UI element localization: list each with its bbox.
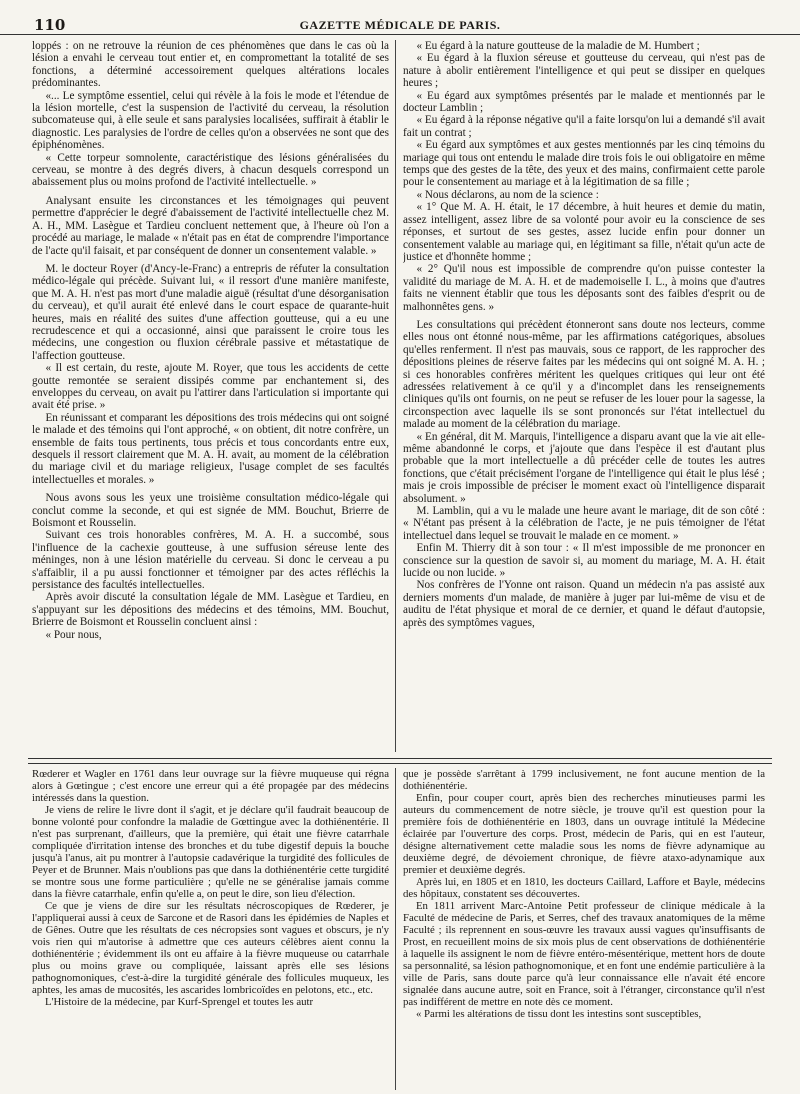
- paragraph: Enfin M. Thierry dit à son tour : « Il m'est impossible de me prononcer en conscience sur la question de savoir si, au moment du mariage, M. A. H. était lucide ou non lucide. »: [403, 542, 765, 580]
- paragraph: loppés : on ne retrouve la réunion de ces phénomènes que dans le cas où la lésion a envahi le cerveau tout entier et, en compromettant la totalité de ses fonctions, a déterminé accessoirement quelques altérations locales prédominantes.: [32, 40, 389, 90]
- paragraph: « Parmi les altérations de tissu dont les intestins sont susceptibles,: [415, 1008, 702, 1020]
- paragraph: M. Lamblin, qui a vu le malade une heure avant le mariage, dit de son côté : « N'étant pas présent à la célébration de l'acte, je ne puis témoigner de l'état intellectuel dans lequel se trouvait le malade en ce moment. »: [403, 505, 765, 542]
- paragraph: Rœderer et Wagler en 1761 dans leur ouvrage sur la fièvre muqueuse qui régna alors à Gœtingue ; c'est encore une erreur qui a été propagée par des médecins intéressés dans la question.: [32, 768, 389, 804]
- paragraph: « 1° Que M. A. H. était, le 17 décembre, à huit heures et demie du matin, assez intelligent, assez libre de sa volonté pour avoir eu la conscience de ses réponses, et surtout de ses gestes, assez lucide enfin pour donner un consentement valable au mariage qui, en légitimant sa fille, n'était qu'un acte de justice et d'honnête homme ;: [403, 201, 765, 263]
- paragraph: « Eu égard aux symptômes et aux gestes mentionnés par les cinq témoins du mariage qui tous ont entendu le malade dire trois fois le oui obligatoire en même temps que des gestes de la tête, des yeux et des mains, confirmaient cette parole pour le consentement au mariage et à la légitimation de sa fille ;: [403, 139, 765, 189]
- paragraph: Suivant ces trois honorables confrères, M. A. H. a succombé, sous l'influence de la cachexie goutteuse, à une suffusion séreuse lente des méninges, non à une lésion matérielle du cerveau. Si donc le cerveau a pu s'affaiblir, il a pu aussi fonctionner et témoigner par des actes réfléchis la persistance des facultés intellectuelles.: [32, 529, 389, 592]
- paragraph: «... Le symptôme essentiel, celui qui révèle à la fois le mode et l'étendue de la lésion mortelle, c'est la suspension de l'activité du cerveau, la résolution subcomateuse qui, à elle seule et sans paralysies localisées, suffirait à établir le diagnostic. Les paralysies de l'ordre de celles qu'on a observées ne sont que des épiphénomènes.: [32, 89, 389, 152]
- horizontal-rule: [28, 758, 772, 764]
- paragraph: En 1811 arrivent Marc-Antoine Petit professeur de clinique médicale à la Faculté de médecine de Paris, et Serres, chef des travaux anatomiques de la même Faculté ; ils reprennent en sous-œuvre les travaux aussi vagues qu'insuffisants de Prost, en recueillent moins de six mois plus de cent observations de dothiénentérie à laquelle ils assignent le nom de fièvre entéro-mésentérique, mettent hors de doute sa personnalité, sa lésion pathognomonique, et en font une endémie particulière à la ville de Paris, sans doute parce qu'à leur connaissance elle n'avait été encore signalée dans aucune autre, soit en France, soit à l'étranger, circonstance qu'il n'est pas indifférent de mettre en note dès ce moment.: [403, 900, 765, 1008]
- paragraph: Je viens de relire le livre dont il s'agit, et je déclare qu'il faudrait beaucoup de bonne volonté pour confondre la maladie de Gœttingue avec la dothiénentérie. Il n'est pas surprenant, d'ailleurs, que la première, qui était une fièvre catarrhale compliquée d'irritation intense des bronches et du tube digestif depuis la bouche jusqu'à l'anus, ait pu montrer à l'autopsie cadavérique la turgidité des follicules de Peyer et de Brunner. Mais n'oublions pas que dans la dothiénentérie cette turgidité se montre sous une forme particulière ; qu'elle ne se généralise jamais comme dans la fièvre catarrhale, enfin qu'elle a, on peut le dire, son lieu d'élection.: [32, 804, 389, 900]
- paragraph: que je possède s'arrêtant à 1799 inclusivement, ne font aucune mention de la dothiénentérie.: [403, 768, 765, 792]
- paragraph: Après lui, en 1805 et en 1810, les docteurs Caillard, Laffore et Bayle, médecins des hôpitaux, constatent ses découvertes.: [403, 876, 765, 900]
- paragraph: Les consultations qui précèdent étonneront sans doute nos lecteurs, comme elles nous ont étonné nous-même, par les affirmations catégoriques, absolues qu'elles renferment. Il n'est pas mauvais, sous ce rapport, de les rapprocher des dépositions pleines de réserve faites par les médecins qui ont soigné M. A. H. ; si ces honorables confrères méritent les quelques critiques qui leur ont été adressées relativement à ce qu'il y a d'incomplet dans les renseignements cliniques qu'ils ont fournis, on ne peut se refuser de les louer pour la sagesse, la circonspection avec laquelle ils se sont prononcés sur l'état intellectuel du malade au moment de la célébration du mariage.: [403, 318, 765, 431]
- lower-right-column: [403, 768, 765, 1088]
- paragraph: « Eu égard à la fluxion séreuse et goutteuse du cerveau, qui n'est pas de nature à abolir entièrement l'intelligence et qui peut se dissiper en quelques heures ;: [403, 52, 765, 90]
- paragraph: « Pour nous,: [45, 628, 102, 641]
- paragraph: « 2° Qu'il nous est impossible de comprendre qu'on puisse contester la validité du mariage de M. A. H. et de mademoiselle I. L., à moins que d'autres faits ne viennent établir que tous les déposants sont des faibles d'esprit ou de malhonnêtes gens. »: [403, 263, 765, 313]
- lower-left-column: [32, 768, 389, 1088]
- paragraph: « Il est certain, du reste, ajoute M. Royer, que tous les accidents de cette goutte remontée se seraient dissipés comme par enchantement si, des enveloppes du cerveau, on avait pu l'attirer dans l'articulation si importante qui avait été prise. »: [32, 362, 389, 412]
- upper-left-column: [32, 40, 389, 756]
- column-divider: [395, 768, 396, 1090]
- paragraph: « Nous déclarons, au nom de la science :: [416, 188, 599, 201]
- paragraph: L'Histoire de la médecine, par Kurf-Sprengel et toutes les autr: [44, 996, 314, 1008]
- paragraph: M. le docteur Royer (d'Ancy-le-Franc) a entrepris de réfuter la consultation médico-légale qui précède. Suivant lui, « il ressort d'une manière manifeste, que M. A. H. n'est pas mort d'une maladie aiguë (résultat d'une désorganisation du cerveau), et qu'il aurait été enlevé dans le court espace de quarante-huit heures, mais en réalité des suites d'une affection goutteuse, qui a eu une recrudescence et qui a occasionné, ainsi que paraissent le croire tous les médecins, une congestion ou fluxion cérébrale passive et métastatique de l'affection goutteuse.: [32, 262, 389, 362]
- paragraph: Analysant ensuite les circonstances et les témoignages qui peuvent permettre d'apprécier le degré d'abaissement de l'activité intellectuelle chez M. A. H., MM. Lasègue et Tardieu concluent nettement que, à l'heure où l'on a procédé au mariage, le malade « n'était pas en état de comprendre l'importance de l'acte qu'il faisait, et par conséquent de donner un consentement valable. »: [32, 194, 389, 257]
- running-title: GAZETTE MÉDICALE DE PARIS.: [299, 18, 501, 32]
- paragraph: En réunissant et comparant les dépositions des trois médecins qui ont soigné le malade et des témoins qui l'ont approché, « on obtient, dit notre confrère, un ensemble de faits tous pertinents, tous précis et tous concordants entre eux, desquels il ressort clairement que M. A. H. avait, au moment de la célébration du mariage civil et du mariage religieux, l'usage complet de ses facultés intellectuelles et morales. »: [32, 411, 389, 486]
- paragraph: Ce que je viens de dire sur les résultats nécroscopiques de Rœderer, je l'appliquerai aussi à ceux de Sarcone et de Rasori dans les épidémies de Naples et de Gênes. Outre que les résultats de ces nécropsies sont vagues et obscurs, je n'y vois rien qui m'autorise à admettre que ces auteurs célèbres aient connu la dothiénentérie ; évidemment ils ont eu affaire à la fièvre muqueuse ou catarrhale plus ou moins grave ou compliquée, laissant après elle ses lésions pathognomoniques, c'est-à-dire la turgidité générale des follicules muqueux, les aphtes, les amas de mucosités, les ascarides lombricoïdes en pelotons, etc., etc.: [32, 900, 389, 996]
- paragraph: Après avoir discuté la consultation légale de MM. Lasègue et Tardieu, en s'appuyant sur les dépositions des médecins et des témoins, MM. Bouchut, Brierre de Boismont et Rousselin concluent ainsi :: [32, 591, 389, 629]
- page-header: [0, 0, 800, 35]
- paragraph: « Eu égard aux symptômes présentés par le malade et mentionnés par le docteur Lamblin ;: [403, 89, 765, 115]
- upper-right-column: [403, 40, 765, 756]
- paragraph: Nos confrères de l'Yonne ont raison. Quand un médecin n'a pas assisté aux derniers moments d'un malade, de manière à juger par lui-même de visu et de auditu de l'état physique et moral de ce dernier, et quand le défaut d'autopsie, après des symptômes vagues,: [403, 579, 765, 629]
- column-divider: [395, 40, 396, 752]
- paragraph: « En général, dit M. Marquis, l'intelligence a disparu avant que la vie ait elle-même abandonné le corps, et j'ajoute que dans l'espèce il est d'autant plus probable que la mort intellectuelle a dû précéder celle de toutes les autres fonctions, que c'était précisément l'organe de l'intelligence qui était le plus lésé ; mais je crois impossible de préciser le moment exact où l'intelligence disparait absolument. »: [403, 430, 765, 505]
- paragraph: « Cette torpeur somnolente, caractéristique des lésions généralisées du cerveau, se montre à des degrés divers, à chacun desquels correspond un abaissement plus ou moins profond de l'activité intellectuelle. »: [32, 151, 389, 189]
- paragraph: « Eu égard à la réponse négative qu'il a faite lorsqu'on lui a demandé s'il avait fait un contrat ;: [403, 114, 765, 139]
- paragraph: Enfin, pour couper court, après bien des recherches minutieuses parmi les auteurs du commencement de notre siècle, je trouve qu'il est question pour la première fois de dothiénentérie en 1803, dans un ouvrage intitulé la Médecine éclairée par l'ouverture des corps. Prost, médecin de Paris, qui en est l'auteur, désigne alternativement cette maladie sous les noms de fièvre adynamique au deuxième degré, de dévoiement chronique, de fièvre ataxo-adynamique aux premier et deuxième degrés.: [403, 792, 765, 876]
- paragraph: Nous avons sous les yeux une troisième consultation médico-légale qui conclut comme la seconde, et qui est signée de MM. Bouchut, Brierre de Boismont et Rousselin.: [32, 492, 389, 530]
- page-number: 110: [34, 16, 66, 34]
- paragraph: « Eu égard à la nature goutteuse de la maladie de M. Humbert ;: [416, 40, 700, 52]
